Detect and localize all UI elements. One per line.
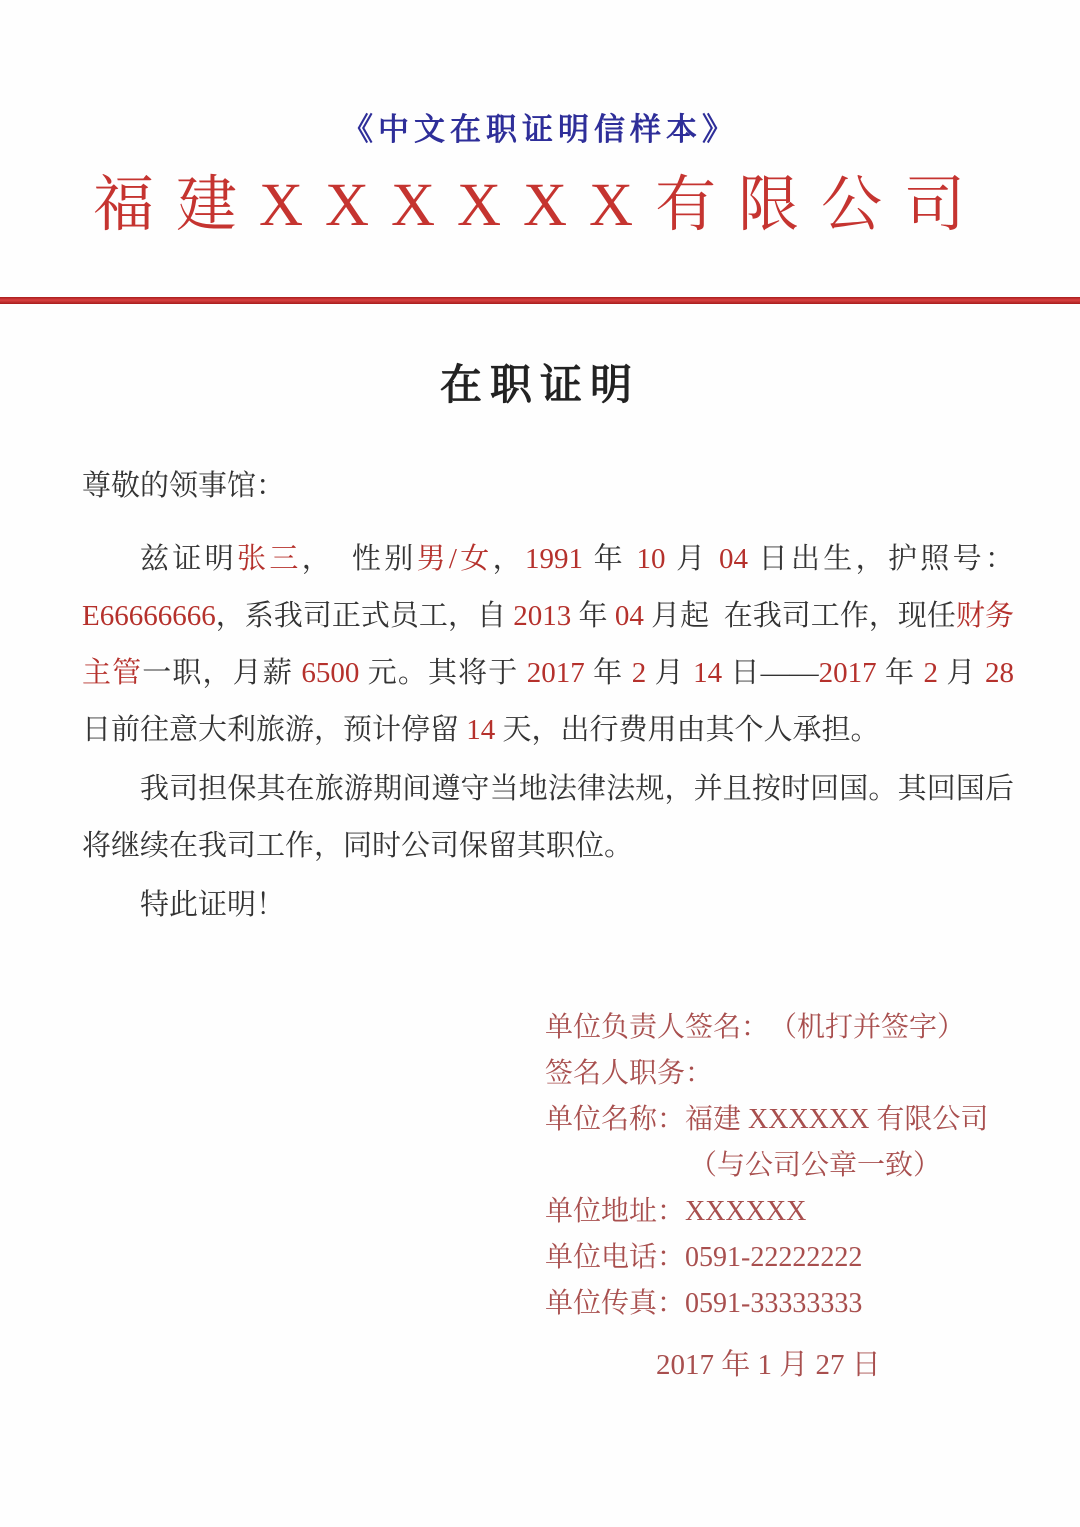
salutation: 尊敬的领事馆： <box>82 470 286 502</box>
company-fax-line: 单位传真：0591-33333333 <box>545 1288 863 1319</box>
closing-statement: 特此证明！ <box>140 889 286 921</box>
document-title: 在职证明 <box>439 363 640 409</box>
header-divider-line <box>0 297 1080 304</box>
company-name-line: 单位名称：福建 XXXXXX 有限公司 <box>545 1104 989 1135</box>
document-subtitle: 《中文在职证明信样本》 <box>342 112 738 147</box>
company-address-line: 单位地址：XXXXXX <box>545 1196 807 1227</box>
signer-signature-line: 单位负责人签名： （机打并签字） <box>545 1012 966 1043</box>
body-paragraph-2: 我司担保其在旅游期间遵守当地法律法规，并且按时回国。其回国后将继续在我司工作，同时公司保留其职位。 <box>82 773 1014 862</box>
company-name-header: 福建XXXXXX有限公司 <box>93 172 987 239</box>
body-paragraph-1: 兹证明张三， 性别男/女，1991 年 10 月 04 日出生，护照号：E66666666，系我司正式员工，自 2013 年 04 月起 在我司工作，现任财务主管一职，月薪 6500 元。其将于 2017 年 2 月 14 日——2017 年 2 月 28 日前往意大利旅游，预计停留 14 天，出行费用由其个人承担。 <box>82 543 1014 746</box>
signature-block <box>545 1005 988 1327</box>
company-phone-line: 单位电话：0591-22222222 <box>545 1242 863 1273</box>
signer-position-line: 签名人职务： <box>545 1058 714 1089</box>
company-seal-note-line: （与公司公章一致） <box>689 1150 942 1181</box>
letter-body <box>82 458 1014 934</box>
document-date: 2017 年 1 月 27 日 <box>656 1349 881 1381</box>
